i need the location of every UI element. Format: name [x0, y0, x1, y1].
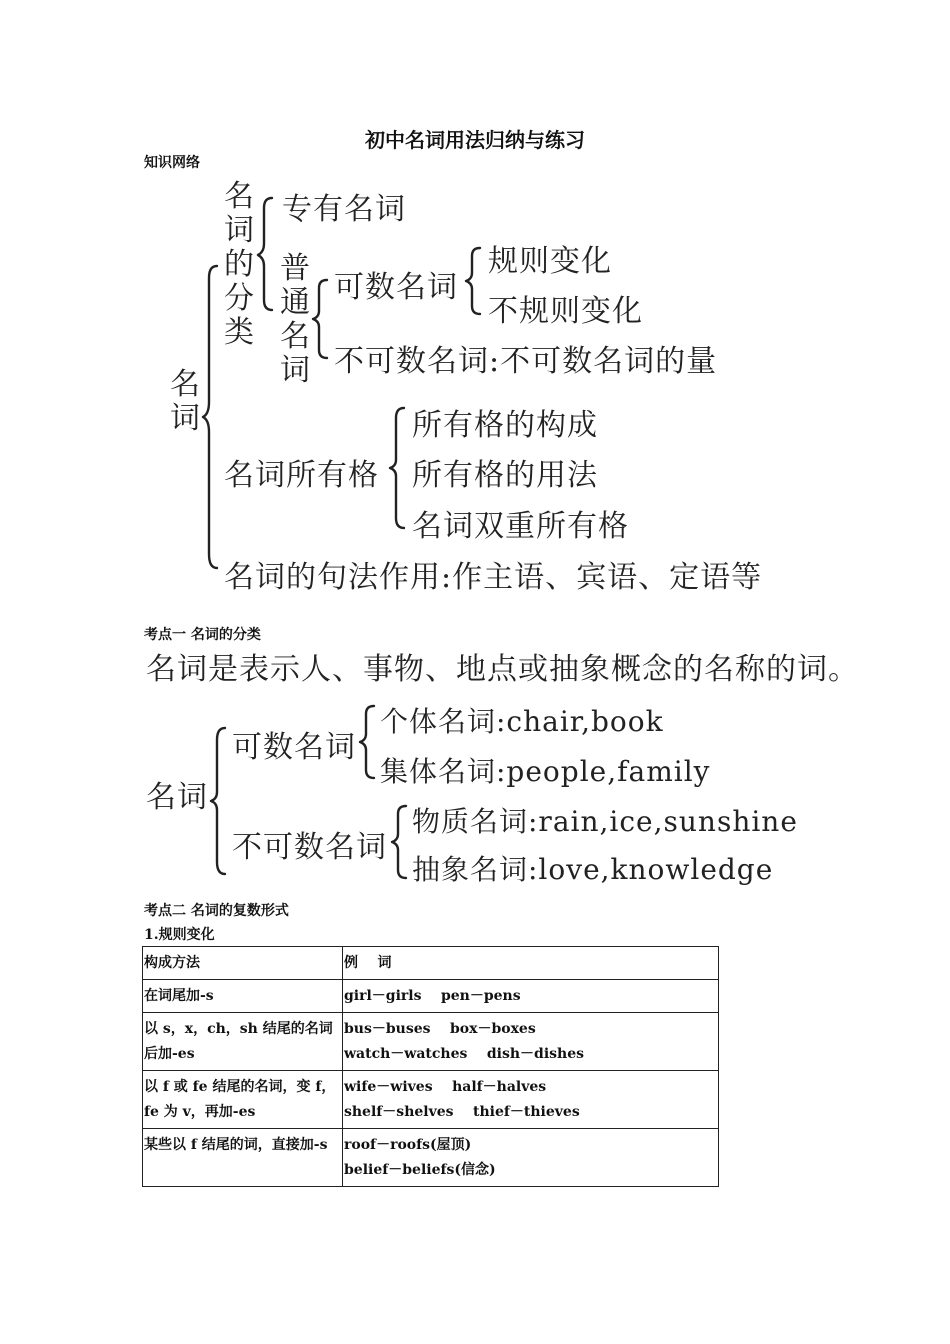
rule-method: 以 f 或 fe 结尾的名词，变 f，fe 为 v，再加-es: [143, 1071, 343, 1129]
example-line: girl－girls pen－pens: [344, 988, 521, 1004]
collective-noun-label: 集体名词:people,family: [380, 755, 711, 788]
section-heading-knowledge-network: 知识网络: [144, 155, 200, 171]
countable-noun-label: 可数名词: [334, 270, 458, 305]
example-line: roof－roofs(屋顶): [344, 1137, 472, 1153]
example-line: wife－wives half－halves: [344, 1079, 547, 1095]
uncountable-noun-label: 不可数名词:不可数名词的量: [334, 344, 718, 379]
noun-definition: 名词是表示人、事物、地点或抽象概念的名称的词。: [146, 652, 859, 687]
regular-change-label: 规则变化: [488, 244, 612, 279]
common-noun-brace: [313, 278, 333, 360]
table-row: [143, 1071, 719, 1129]
classification-brace: [258, 196, 278, 314]
table-row: [143, 1129, 719, 1187]
rule-examples: [343, 980, 719, 1013]
header-method: 构成方法: [143, 947, 343, 980]
common-noun-label: 普通名词: [280, 251, 310, 388]
point1-heading: 考点一 名词的分类: [144, 627, 261, 643]
abstract-noun-label: 抽象名词:love,knowledge: [412, 853, 774, 886]
possessive-formation-label: 所有格的构成: [412, 408, 598, 443]
example-line: shelf－shelves thief－thieves: [344, 1104, 580, 1120]
point2-heading: 考点二 名词的复数形式: [144, 903, 289, 919]
example-line: bus－buses box－boxes: [344, 1021, 536, 1037]
rule-examples: [343, 1013, 719, 1071]
table-row: [143, 1013, 719, 1071]
table-header-row: [143, 947, 719, 980]
classification-label: 名词的分类: [224, 179, 254, 350]
possessive-brace: [390, 406, 410, 530]
rule-examples: [343, 1129, 719, 1187]
possessive-usage-label: 所有格的用法: [412, 458, 598, 493]
double-possessive-label: 名词双重所有格: [412, 509, 629, 544]
regular-change-subheading: 1.规则变化: [144, 927, 215, 943]
classification-root-label: 名词: [146, 780, 208, 815]
header-examples: 例 词: [343, 947, 719, 980]
irregular-change-label: 不规则变化: [488, 294, 643, 329]
table-row: [143, 980, 719, 1013]
example-line: watch－watches dish－dishes: [344, 1046, 584, 1062]
uncountable-types-brace: [392, 804, 412, 880]
possessive-label: 名词所有格: [224, 458, 379, 493]
rule-method: 某些以 f 结尾的词，直接加-s: [143, 1129, 343, 1187]
plural-rules-table: [142, 946, 719, 1187]
diagram-root-label: 名词: [170, 367, 200, 436]
material-noun-label: 物质名词:rain,ice,sunshine: [412, 805, 798, 838]
countable-types-brace: [360, 704, 380, 780]
page-title: 初中名词用法归纳与练习: [365, 128, 585, 152]
individual-noun-label: 个体名词:chair,book: [380, 705, 664, 738]
example-line: belief－beliefs(信念): [344, 1162, 496, 1178]
countable-category-label: 可数名词: [232, 730, 356, 765]
proper-noun-label: 专有名词: [282, 192, 406, 227]
rule-method: 以 s，x，ch，sh 结尾的名词后加-es: [143, 1013, 343, 1071]
noun-types-brace: [211, 726, 231, 876]
countable-brace: [466, 246, 486, 316]
syntax-role-label: 名词的句法作用:作主语、宾语、定语等: [224, 560, 763, 595]
rule-method: 在词尾加-s: [143, 980, 343, 1013]
root-brace: [203, 262, 223, 572]
rule-examples: [343, 1071, 719, 1129]
uncountable-category-label: 不可数名词: [232, 830, 387, 865]
